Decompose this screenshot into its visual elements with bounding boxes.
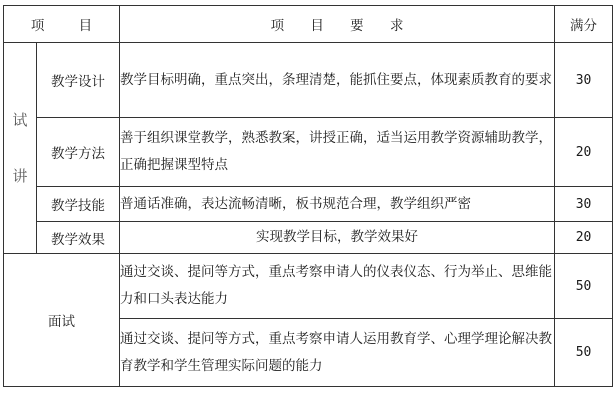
- interview-label: 面试: [4, 254, 120, 387]
- item-name: 教学效果: [37, 222, 120, 254]
- item-requirement: 通过交谈、提问等方式，重点考察申请人运用教育学、心理学理论解决教育教学和学生管理实际问题的能力: [120, 319, 555, 387]
- table-row: [4, 43, 613, 118]
- header-requirement: 项 目 要 求: [120, 6, 555, 43]
- table-row: [4, 254, 613, 319]
- header-score: 满分: [555, 6, 613, 43]
- item-score: 50: [555, 254, 613, 319]
- item-requirement: 普通话准确，表达流畅清晰，板书规范合理，教学组织严密: [120, 187, 555, 222]
- table-row: [4, 187, 613, 222]
- header-item: 项 目: [4, 6, 120, 43]
- item-requirement: 通过交谈、提问等方式，重点考察申请人的仪表仪态、行为举止、思维能力和口头表达能力: [120, 254, 555, 319]
- item-requirement: 实现教学目标，教学效果好: [120, 222, 555, 254]
- evaluation-table: [3, 5, 613, 387]
- table-row: [4, 118, 613, 187]
- item-score: 20: [555, 222, 613, 254]
- item-score: 30: [555, 43, 613, 118]
- item-requirement: 教学目标明确，重点突出，条理清楚，能抓住要点，体现素质教育的要求: [120, 43, 555, 118]
- item-score: 50: [555, 319, 613, 387]
- trial-label-top: 试: [12, 111, 28, 129]
- item-score: 30: [555, 187, 613, 222]
- header-row: [4, 6, 613, 43]
- item-score: 20: [555, 118, 613, 187]
- item-name: 教学方法: [37, 118, 120, 187]
- item-requirement: 善于组织课堂教学，熟悉教案，讲授正确，适当运用教学资源辅助教学，正确把握课型特点: [120, 118, 555, 187]
- table-row: [4, 222, 613, 254]
- item-name: 教学技能: [37, 187, 120, 222]
- trial-label-bottom: 讲: [12, 167, 28, 185]
- item-name: 教学设计: [37, 43, 120, 118]
- trial-lecture-label: [4, 43, 37, 254]
